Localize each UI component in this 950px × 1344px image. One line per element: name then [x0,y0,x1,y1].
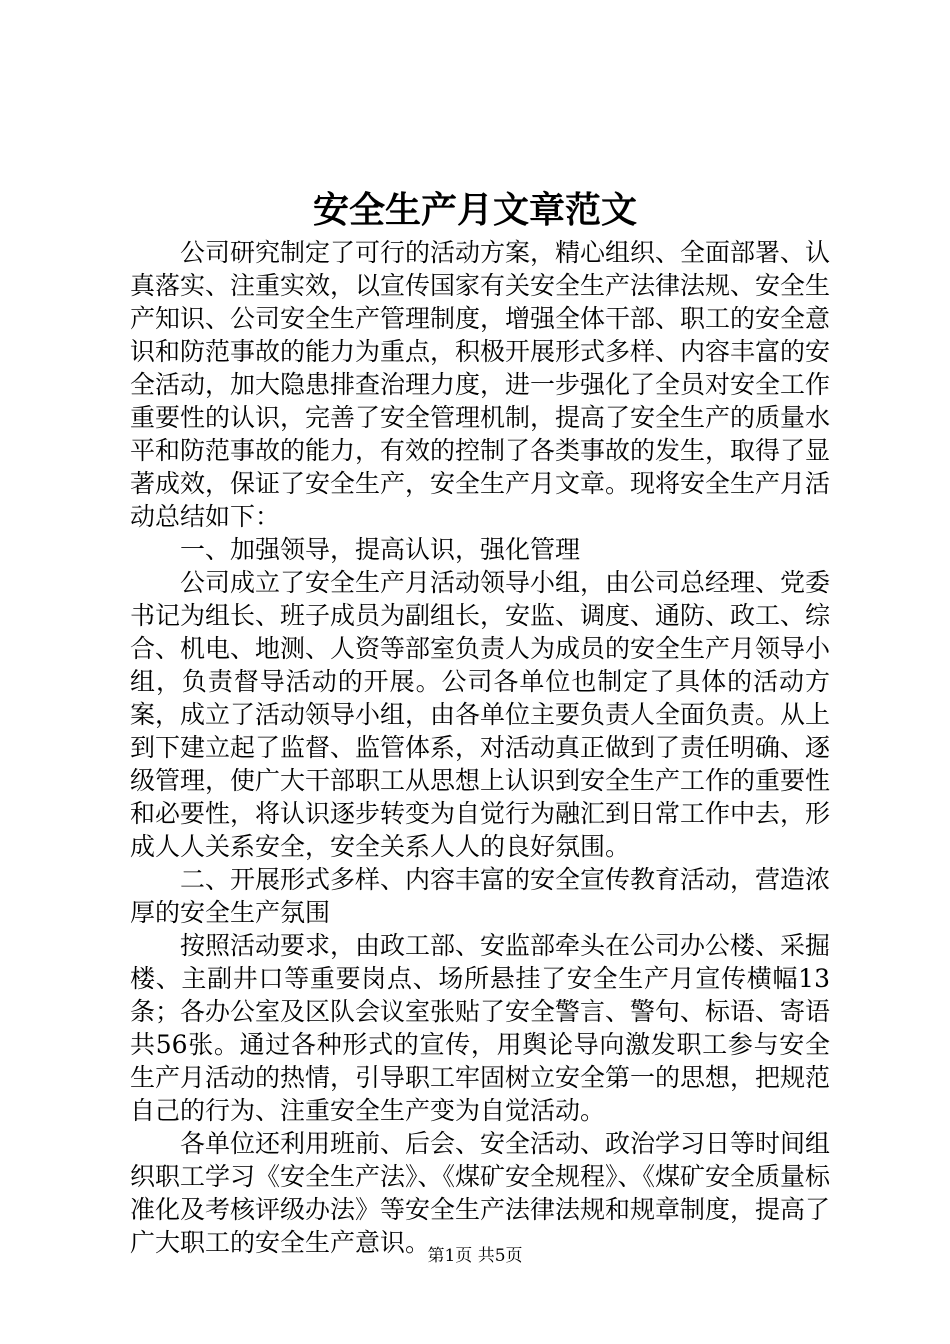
section-heading-2: 二、开展形式多样、内容丰富的安全宣传教育活动，营造浓厚的安全生产氛围 [130,865,831,927]
page-footer: 第1页 共5页 [427,1246,523,1266]
paragraph-publicity: 按照活动要求，由政工部、安监部牵头在公司办公楼、采掘楼、主副井口等重要岗点、场所悬挂了安全生产月宣传横幅13条；各办公室及区队会议室张贴了安全警言、警句、标语、寄语共56张。通过各种形式的宣传，用舆论导向激发职工参与安全生产月活动的热情，引导职工牢固树立安全第一的思想，把规范自己的行为、注重安全生产变为自觉活动。 [130,931,831,1125]
document-title: 安全生产月文章范文 [312,189,637,231]
section-heading-1: 一、加强领导，提高认识，强化管理 [180,535,581,564]
document-body [130,236,830,1259]
paragraph-leadership: 公司成立了安全生产月活动领导小组，由公司总经理、党委书记为组长、班子成员为副组长，安监、调度、通防、政工、综合、机电、地测、人资等部室负责人为成员的安全生产月领导小组，负责督导活动的开展。公司各单位也制定了具体的活动方案，成立了活动领导小组，由各单位主要负责人全面负责。从上到下建立起了监督、监管体系，对活动真正做到了责任明确、逐级管理，使广大干部职工从思想上认识到安全生产工作的重要性和必要性，将认识逐步转变为自觉行为融汇到日常工作中去，形成人人关系安全，安全关系人人的良好氛围。 [130,568,831,861]
paragraph-intro: 公司研究制定了可行的活动方案，精心组织、全面部署、认真落实、注重实效，以宣传国家有关安全生产法律法规、安全生产知识、公司安全生产管理制度，增强全体干部、职工的安全意识和防范事故的能力为重点，积极开展形式多样、内容丰富的安全活动，加大隐患排查治理力度，进一步强化了全员对安全工作重要性的认识，完善了安全管理机制，提高了安全生产的质量水平和防范事故的能力，有效的控制了各类事故的发生，取得了显著成效，保证了安全生产，安全生产月文章。现将安全生产月活动总结如下： [130,238,831,531]
paragraph-study: 各单位还利用班前、后会、安全活动、政治学习日等时间组织职工学习《安全生产法》、《煤矿安全规程》、《煤矿安全质量标准化及考核评级办法》等安全生产法律法规和规章制度，提高了广大职工的安全生产意识。 [130,1129,831,1257]
